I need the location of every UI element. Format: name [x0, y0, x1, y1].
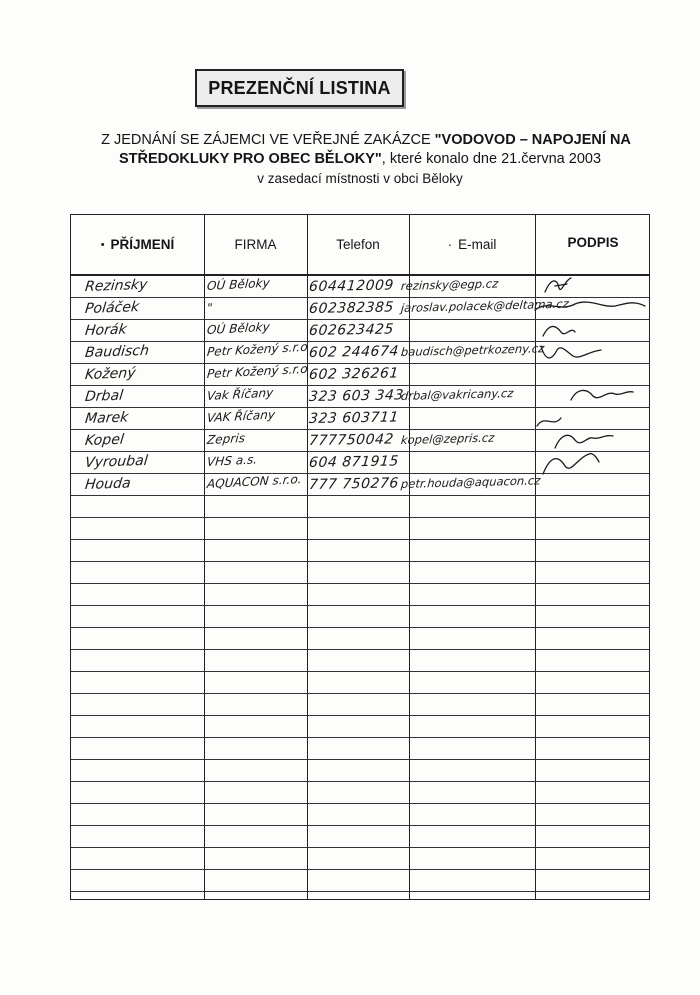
signature-scribble: [541, 386, 645, 408]
column-header-firm: FIRMA: [234, 237, 277, 252]
table-row: [71, 361, 649, 386]
header-bullet: •: [100, 238, 105, 251]
surname-cell: Poláček: [84, 299, 140, 317]
surname-cell: Rezinsky: [84, 276, 149, 295]
row-line: [71, 825, 649, 826]
signature-mark: [541, 276, 645, 298]
signature-scribble: [541, 298, 645, 320]
phone-cell: 777 750276: [308, 475, 400, 493]
attendance-table: [70, 214, 650, 900]
surname-cell: Horák: [84, 321, 128, 339]
signature-stroke: [543, 326, 575, 336]
email-bullet: ·: [447, 237, 453, 252]
surname-cell: Vyroubal: [84, 452, 149, 471]
column-header-phone: Telefon: [336, 237, 380, 252]
firm-cell: Zepris: [206, 431, 246, 447]
heading-place: v zasedací místnosti v obci Běloky: [257, 171, 463, 186]
signature-stroke: [535, 302, 645, 310]
signature-mark: [541, 298, 645, 320]
table-header: [71, 215, 649, 276]
phone-cell: 602382385: [308, 299, 395, 317]
signature-stroke: [555, 435, 613, 448]
row-line: [71, 539, 649, 540]
surname-cell: Drbal: [84, 387, 124, 405]
column-header-email: · E-mail: [447, 237, 497, 252]
row-line: [71, 693, 649, 694]
signature-stroke: [543, 454, 599, 474]
firm-cell: OÚ Běloky: [206, 275, 271, 293]
column-header-surname: • PŘÍJMENÍ: [100, 237, 175, 252]
firm-cell: VAK Říčany: [206, 407, 276, 425]
table-row: [71, 339, 649, 364]
signature-mark: [541, 452, 645, 474]
signature-stroke: [537, 418, 561, 426]
email-cell: baudisch@petrkozeny.cz: [400, 341, 545, 359]
firm-cell: Vak Říčany: [206, 385, 274, 403]
email-cell: petr.houda@aquacon.cz: [400, 473, 541, 491]
phone-cell: 604412009: [308, 277, 395, 295]
table-row: [71, 430, 649, 452]
firm-cell: VHS a.s.: [206, 452, 258, 469]
surname-cell: Kožený: [84, 365, 137, 383]
table-row: [71, 474, 649, 496]
phone-cell: 323 603 343: [308, 387, 405, 405]
row-line: [71, 715, 649, 716]
row-line: [71, 671, 649, 672]
surname-cell: Marek: [84, 409, 130, 427]
signature-scribble: [541, 276, 645, 298]
row-line: [71, 869, 649, 870]
heading-project-line2: STŘEDOKLUKY PRO OBEC BĚLOKY": [118, 151, 382, 167]
signature-scribble: [541, 408, 645, 430]
phone-cell: 602 244674: [308, 343, 400, 361]
surname-cell: Kopel: [84, 431, 125, 449]
email-cell: rezinsky@egp.cz: [400, 276, 499, 293]
row-line: [71, 803, 649, 804]
table-row: [71, 298, 649, 320]
signature-scribble: [541, 320, 645, 342]
signature-stroke: [541, 346, 601, 358]
signature-mark: [541, 430, 645, 452]
signature-scribble: [541, 430, 645, 452]
row-line: [71, 649, 649, 650]
column-header-signature: PODPIS: [567, 235, 619, 250]
firm-cell: Petr Kožený s.r.o: [206, 361, 309, 381]
table-row: [71, 408, 649, 430]
email-cell: kopel@zepris.cz: [400, 430, 495, 447]
signature-stroke: [545, 278, 571, 292]
surname-cell: Houda: [84, 475, 132, 493]
firm-cell: AQUACON s.r.o.: [206, 472, 303, 491]
phone-cell: 602 326261: [308, 365, 400, 383]
heading-project-line1: "VODOVOD – NAPOJENÍ NA: [434, 132, 631, 148]
row-line: [71, 737, 649, 738]
signature-mark: [541, 408, 645, 430]
row-line: [71, 583, 649, 584]
row-line: [71, 605, 649, 606]
document-title: PREZENČNÍ LISTINA: [195, 69, 404, 107]
table-row: [71, 386, 649, 408]
row-line: [71, 891, 649, 892]
signature-stroke: [571, 390, 633, 400]
signature-scribble: [541, 452, 645, 474]
table-row: [71, 320, 649, 342]
firm-cell: OÚ Běloky: [206, 319, 271, 337]
phone-cell: 777750042: [308, 431, 395, 449]
email-cell: drbal@vakricany.cz: [400, 386, 514, 403]
surname-cell: Baudisch: [84, 342, 150, 361]
row-line: [71, 627, 649, 628]
signature-mark: [541, 342, 645, 364]
email-cell: jaroslav.polacek@deltama.cz: [400, 296, 570, 315]
firm-cell: Petr Kožený s.r.o: [206, 339, 309, 359]
row-line: [71, 781, 649, 782]
phone-cell: 602623425: [308, 321, 395, 339]
signature-mark: [541, 320, 645, 342]
row-line: [71, 561, 649, 562]
row-line: [71, 517, 649, 518]
heading-date: , které konalo dne 21.června 2003: [381, 151, 602, 167]
document-heading: [40, 131, 680, 188]
phone-cell: 323 603711: [308, 409, 400, 427]
firm-cell: ": [206, 300, 214, 315]
row-line: [71, 847, 649, 848]
heading-prefix: Z JEDNÁNÍ SE ZÁJEMCI VE VEŘEJNÉ ZAKÁZCE: [101, 132, 435, 148]
table-row: [71, 452, 649, 474]
table-row: [71, 276, 649, 298]
signature-scribble: [541, 342, 645, 364]
signature-mark: [541, 386, 645, 408]
phone-cell: 604 871915: [308, 453, 400, 471]
row-line: [71, 759, 649, 760]
